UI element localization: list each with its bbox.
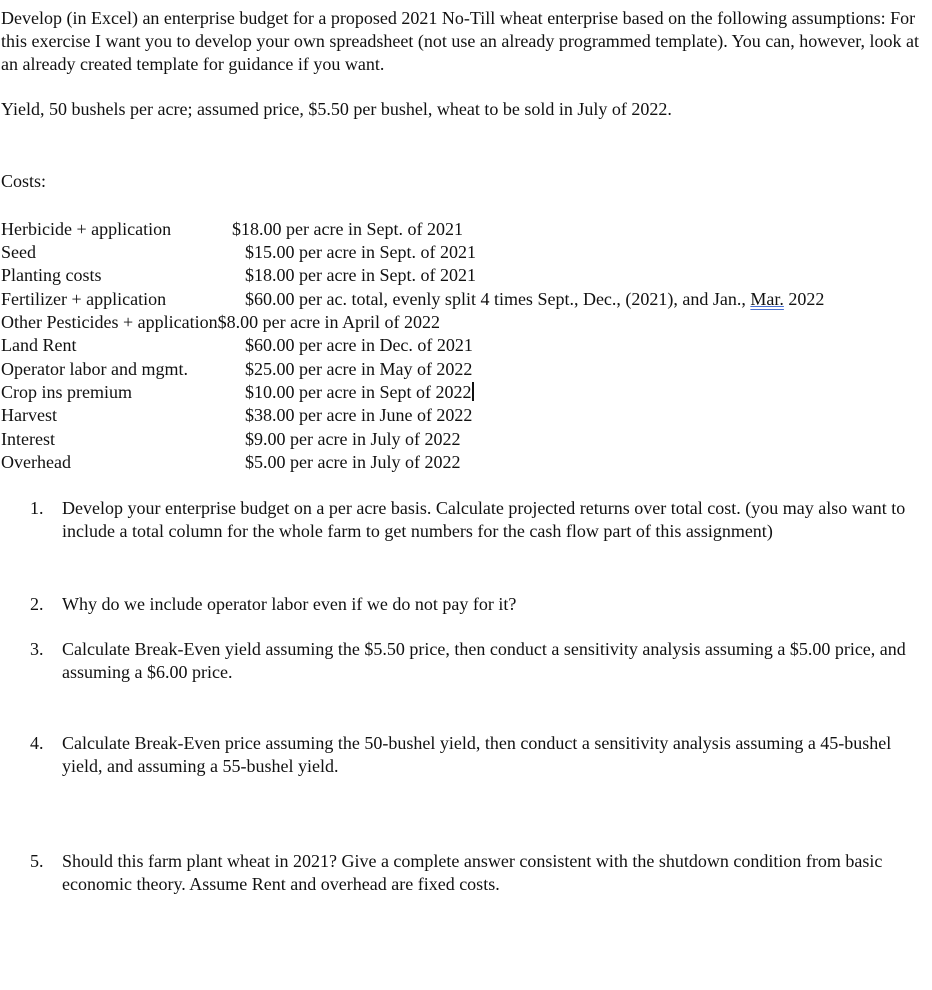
question-number: 1.: [30, 498, 44, 518]
question-text: Should this farm plant wheat in 2021? Give a complete answer consistent with the shutdown condition from basic economic theory. Assume Rent and overhead are fixed costs.: [62, 851, 883, 894]
intro-paragraph: Develop (in Excel) an enterprise budget for a proposed 2021 No-Till wheat enterprise based on the following assumptions: For this exercise I want you to develop your own spreadsheet (not use an already programmed template). You can, however, look at an already created template for guidance if you want.: [1, 8, 920, 74]
cost-label: Planting costs: [1, 265, 102, 285]
cost-label: Herbicide + application: [1, 219, 172, 239]
cost-label: Harvest: [1, 405, 57, 425]
text-cursor: [472, 382, 474, 401]
cost-value: [245, 288, 824, 311]
cost-label: Operator labor and mgmt.: [1, 359, 188, 379]
costs-heading: Costs:: [1, 171, 47, 191]
question-text: Why do we include operator labor even if we do not pay for it?: [62, 594, 517, 614]
yield-assumption: Yield, 50 bushels per acre; assumed price, $5.50 per bushel, wheat to be sold in July of 2022.: [1, 99, 672, 119]
question-number: 3.: [30, 639, 44, 659]
cost-label: Crop ins premium: [1, 382, 132, 402]
cost-value: $60.00 per acre in Dec. of 2021: [245, 335, 473, 355]
question-number: 4.: [30, 733, 44, 753]
cost-value: $18.00 per acre in Sept. of 2021: [245, 265, 476, 285]
question-text: Calculate Break-Even price assuming the 50-bushel yield, then conduct a sensitivity analysis assuming a 45-bushel yield, and assuming a 55-bushel yield.: [62, 733, 892, 776]
question-number: 5.: [30, 851, 44, 871]
cost-value: $8.00 per acre in April of 2022: [217, 312, 441, 332]
cost-row-other-pesticides: [1, 311, 440, 334]
cost-label: Overhead: [1, 452, 71, 472]
cost-value: $25.00 per acre in May of 2022: [245, 359, 473, 379]
cost-value-text: $10.00 per acre in Sept of 2022: [245, 382, 472, 402]
cost-label: Land Rent: [1, 335, 77, 355]
question-text: Develop your enterprise budget on a per acre basis. Calculate projected returns over total cost. (you may also want to include a total column for the whole farm to get numbers for the cash flow part of this assignment): [62, 498, 906, 541]
cost-label: Other Pesticides + application: [1, 312, 218, 332]
cost-value-part: $60.00 per ac. total, evenly split 4 times Sept., Dec., (2021), and Jan.,: [245, 289, 751, 309]
question-text: Calculate Break-Even yield assuming the $5.50 price, then conduct a sensitivity analysis assuming a $5.00 price, and assuming a $6.00 price.: [62, 639, 906, 682]
cost-value: $18.00 per acre in Sept. of 2021: [232, 219, 463, 239]
cost-label: Seed: [1, 242, 36, 262]
cost-value: $15.00 per acre in Sept. of 2021: [245, 242, 476, 262]
cost-label: Fertilizer + application: [1, 289, 167, 309]
cost-value: [245, 381, 474, 404]
question-number: 2.: [30, 594, 44, 614]
cost-value: $5.00 per acre in July of 2022: [245, 452, 461, 472]
cost-value: $9.00 per acre in July of 2022: [245, 429, 461, 449]
spellcheck-flagged-word: Mar.: [750, 289, 784, 309]
cost-value: $38.00 per acre in June of 2022: [245, 405, 473, 425]
cost-value-part: 2022: [783, 289, 825, 309]
cost-label: Interest: [1, 429, 55, 449]
